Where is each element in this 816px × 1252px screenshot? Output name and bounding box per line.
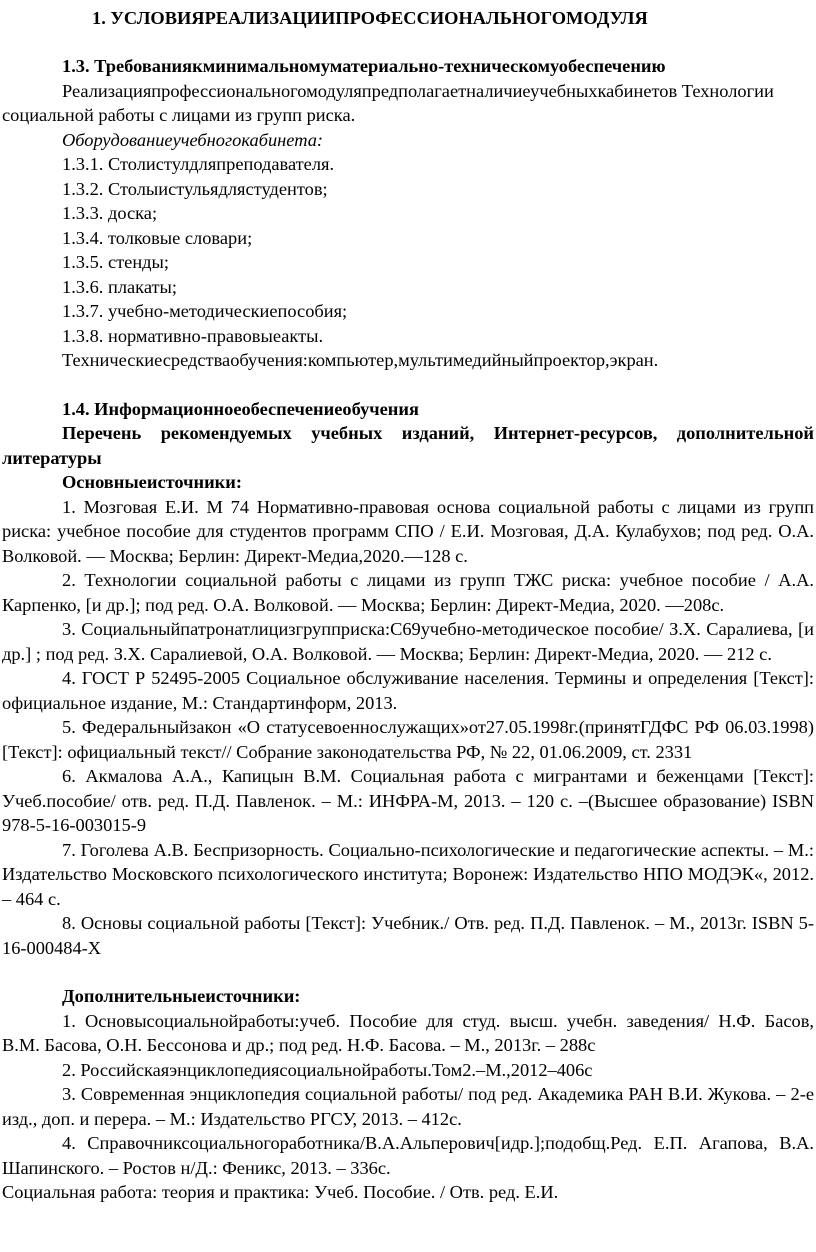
main-source-item: 2. Технологии социальной работы с лицами из групп ТЖС риска: учебное пособие / А.А. Карпенко, [и др.]; под ред. О.А. Волковой. — Москва; Берлин: Директ-Медиа, 2020. —208с. bbox=[2, 570, 814, 615]
equipment-label: Оборудованиеучебногокабинета: bbox=[62, 129, 324, 150]
extra-source-item: 1. Основысоциальнойработы:учеб. Пособие для студ. высш. учебн. заведения/ Н.Ф. Басов, В.М. Басова, О.Н. Бессонова и др.; под ред. Н.Ф. Басова. – М., 2013г. – 288с bbox=[2, 1010, 814, 1055]
equipment-item: 1.3.4. толковые словари; bbox=[62, 227, 253, 248]
main-sources-label: Основныеисточники: bbox=[62, 472, 242, 492]
extra-source-item: 4. Справочниксоциальногоработника/В.А.Альперович[идр.];подобщ.Ред. Е.П. Агапова, В.А. Шапинского. – Ростов н/Д.: Феникс, 2013. – 336с. bbox=[2, 1133, 814, 1178]
technical-means: Техническиесредстваобучения:компьютер,мультимедийныйпроектор,экран. bbox=[62, 350, 659, 370]
equipment-item: 1.3.6. плакаты; bbox=[62, 276, 178, 297]
equipment-item: 1.3.7. учебно-методическиепособия; bbox=[62, 301, 348, 321]
equipment-item: 1.3.2. Столыистульядлястудентов; bbox=[62, 178, 328, 199]
main-source-item: 7. Гоголева А.В. Беспризорность. Социально-психологические и педагогические аспекты. – М.: Издательство Московского психологического института; Воронеж: Издательство НПО МОДЭК«, 2012. – 464 с. bbox=[2, 839, 814, 909]
trailing-text: Социальная работа: теория и практика: Учеб. Пособие. / Отв. ред. Е.И. bbox=[2, 1182, 559, 1202]
section-1-3-intro: Реализацияпрофессиональногомодуляпредполагаетналичиеучебныхкабинетов Технологии социальной работы с лицами из групп риска. bbox=[2, 80, 774, 125]
equipment-item: 1.3.8. нормативно-правовыеакты. bbox=[62, 325, 324, 346]
extra-sources-label: Дополнительныеисточники: bbox=[62, 986, 301, 1006]
main-source-item: 4. ГОСТ Р 52495-2005 Социальное обслуживание населения. Термины и определения [Текст]: официальное издание, М.: Стандартинформ, 2013. bbox=[2, 668, 814, 713]
extra-source-item: 3. Современная энциклопедия социальной работы/ под ред. Академика РАН В.И. Жукова. – 2-е изд., доп. и перера. – М.: Издательство РГСУ, 2013. – 412с. bbox=[2, 1084, 814, 1129]
page-title: 1. УСЛОВИЯРЕАЛИЗАЦИИПРОФЕССИОНАЛЬНОГОМОДУЛЯ bbox=[92, 8, 648, 28]
section-1-4-heading: 1.4. Информационноеобеспечениеобучения bbox=[62, 398, 419, 419]
literature-list-heading: Перечень рекомендуемых учебных изданий, Интернет-ресурсов, дополнительной литературы bbox=[2, 423, 814, 468]
main-source-item: 5. Федеральныйзакон «О статусевоеннослужащих»от27.05.1998г.(принятГДФС РФ 06.03.1998) [Текст]: официальный текст// Собрание законодательства РФ, № 22, 01.06.2009, ст. 2331 bbox=[2, 717, 814, 762]
extra-source-item: 2. Российскаяэнциклопедиясоциальнойработы.Том2.–М.,2012–406с bbox=[62, 1059, 593, 1080]
main-source-item: 6. Акмалова А.А., Капицын В.М. Социальная работа с мигрантами и беженцами [Текст]: Учеб.пособие/ отв. ред. П.Д. Павленок. – М.: ИНФРА-М, 2013. – 120 с. –(Высшее образование) ISBN 978-5-16-003015-9 bbox=[2, 766, 814, 835]
equipment-item: 1.3.3. доска; bbox=[62, 203, 158, 223]
main-source-item: 1. Мозговая Е.И. М 74 Нормативно-правовая основа социальной работы с лицами из групп риска: учебное пособие для студентов программ СПО / Е.И. Мозговая, Д.А. Кулабухов; под ред. О.А. Волковой. — Москва; Берлин: Директ-Медиа,2020.—128 с. bbox=[2, 496, 814, 566]
main-source-item: 8. Основы социальной работы [Текст]: Учебник./ Отв. ред. П.Д. Павленок. – М., 2013г. ISBN 5-16-000484-Х bbox=[2, 913, 814, 958]
main-source-item: 3. Социальныйпатронатлицизгрупприска:С69учебно-методическое пособие/ З.Х. Саралиева, [и др.] ; под ред. З.Х. Саралиевой, О.А. Волковой. — Москва; Берлин: Директ-Медиа, 2020. — 212 с. bbox=[2, 619, 814, 664]
section-1-3-heading: 1.3. Требованиякминимальномуматериально-техническомуобеспечению bbox=[62, 56, 666, 76]
equipment-item: 1.3.5. стенды; bbox=[62, 252, 170, 272]
equipment-item: 1.3.1. Столистулдляпреподавателя. bbox=[62, 154, 335, 174]
